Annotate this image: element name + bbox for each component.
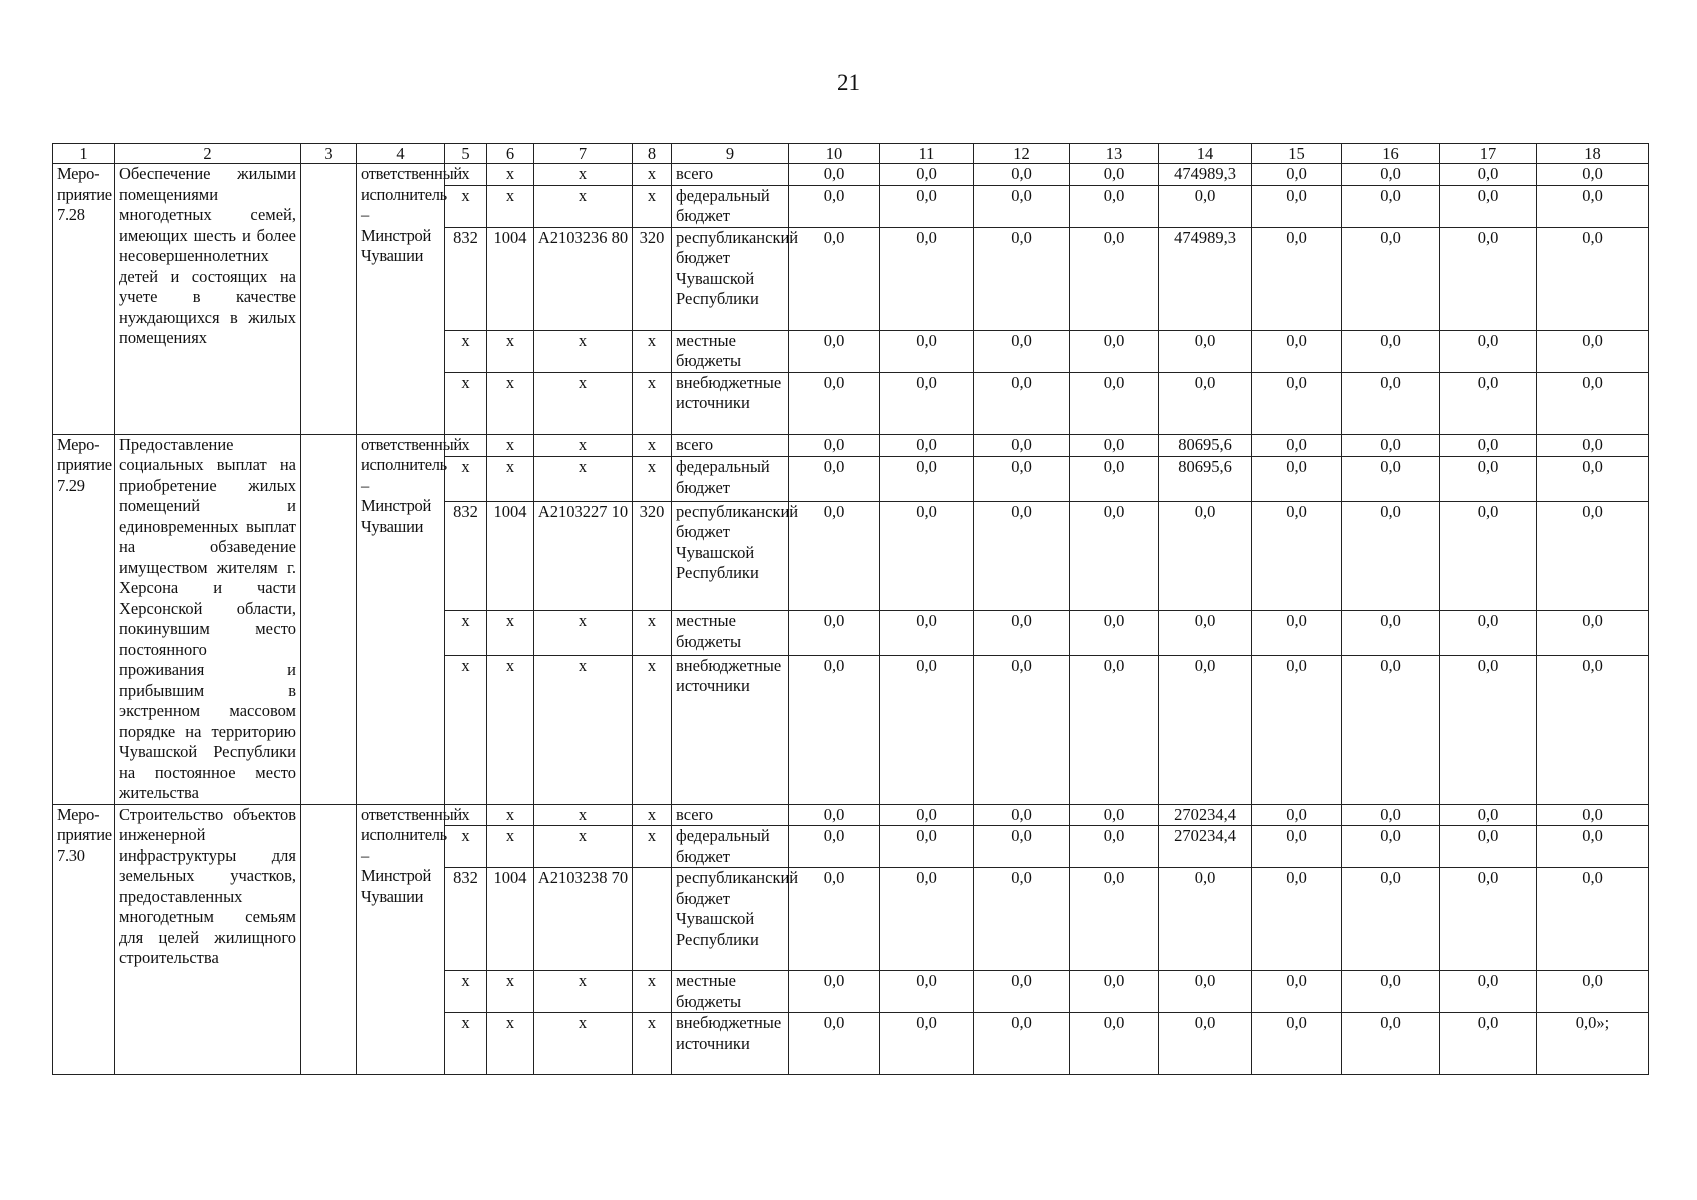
amount-cell: 0,0 <box>1342 1013 1440 1075</box>
target-article-code: x <box>534 372 633 434</box>
amount-cell: 0,0 <box>1070 457 1159 502</box>
amount-cell: 0,0 <box>1342 655 1440 804</box>
amount-cell: 0,0 <box>1252 1013 1342 1075</box>
amount-cell: 0,0 <box>1252 971 1342 1013</box>
section-code: x <box>487 372 534 434</box>
column-3-cell <box>301 164 357 435</box>
amount-cell: 0,0 <box>1342 868 1440 971</box>
expense-type-code: x <box>633 826 672 868</box>
amount-cell: 0,0 <box>1342 372 1440 434</box>
amount-cell: 0,0»; <box>1537 1013 1649 1075</box>
amount-cell: 0,0 <box>1440 655 1537 804</box>
grbs-code: x <box>445 164 487 186</box>
amount-cell: 0,0 <box>1070 501 1159 610</box>
amount-cell: 80695,6 <box>1159 457 1252 502</box>
amount-cell: 270234,4 <box>1159 804 1252 826</box>
amount-cell: 0,0 <box>1537 826 1649 868</box>
executor: ответственный исполнитель – Минстрой Чувашии <box>357 804 445 1075</box>
amount-cell: 0,0 <box>880 501 974 610</box>
header-cell: 6 <box>487 144 534 164</box>
target-article-code: x <box>534 826 633 868</box>
amount-cell: 0,0 <box>1440 330 1537 372</box>
expense-type-code: x <box>633 457 672 502</box>
amount-cell: 0,0 <box>880 826 974 868</box>
section-code: x <box>487 457 534 502</box>
grbs-code: 832 <box>445 501 487 610</box>
funding-source: республиканский бюджет Чувашской Республики <box>672 868 789 971</box>
amount-cell: 0,0 <box>1342 611 1440 656</box>
amount-cell: 0,0 <box>1342 227 1440 330</box>
funding-source: местные бюджеты <box>672 611 789 656</box>
section-code: 1004 <box>487 868 534 971</box>
target-article-code: А2103236 80 <box>534 227 633 330</box>
amount-cell: 0,0 <box>1070 227 1159 330</box>
amount-cell: 0,0 <box>1159 330 1252 372</box>
amount-cell: 0,0 <box>1537 804 1649 826</box>
measure-description: Обеспечение жилыми помещениями многодетных семей, имеющих шесть и более несовершеннолетних детей и состоящих на учете в качестве нуждающихся в жилых помещениях <box>115 164 301 435</box>
amount-cell: 0,0 <box>1342 826 1440 868</box>
amount-cell: 0,0 <box>1070 185 1159 227</box>
funding-source: всего <box>672 164 789 186</box>
target-article-code: x <box>534 804 633 826</box>
amount-cell: 0,0 <box>1537 868 1649 971</box>
amount-cell: 0,0 <box>880 434 974 457</box>
amount-cell: 0,0 <box>1159 1013 1252 1075</box>
amount-cell: 0,0 <box>880 330 974 372</box>
section-code: x <box>487 655 534 804</box>
funding-source: внебюджетные источники <box>672 372 789 434</box>
grbs-code: 832 <box>445 868 487 971</box>
amount-cell: 0,0 <box>974 164 1070 186</box>
table-row <box>53 164 1649 186</box>
grbs-code: x <box>445 457 487 502</box>
budget-table <box>52 143 1649 1075</box>
section-code: x <box>487 611 534 656</box>
header-cell: 14 <box>1159 144 1252 164</box>
expense-type-code: x <box>633 655 672 804</box>
grbs-code: x <box>445 434 487 457</box>
grbs-code: x <box>445 330 487 372</box>
target-article-code: x <box>534 434 633 457</box>
amount-cell: 0,0 <box>880 1013 974 1075</box>
amount-cell: 0,0 <box>1070 1013 1159 1075</box>
amount-cell: 0,0 <box>974 372 1070 434</box>
amount-cell: 0,0 <box>1070 868 1159 971</box>
section-code: x <box>487 826 534 868</box>
amount-cell: 0,0 <box>1070 164 1159 186</box>
section-code: x <box>487 164 534 186</box>
amount-cell: 0,0 <box>974 971 1070 1013</box>
column-3-cell <box>301 804 357 1075</box>
amount-cell: 0,0 <box>789 457 880 502</box>
amount-cell: 0,0 <box>1342 185 1440 227</box>
amount-cell: 0,0 <box>1537 372 1649 434</box>
table-body <box>53 144 1649 1075</box>
amount-cell: 0,0 <box>1342 164 1440 186</box>
expense-type-code <box>633 868 672 971</box>
amount-cell: 0,0 <box>1537 227 1649 330</box>
section-code: x <box>487 971 534 1013</box>
funding-source: местные бюджеты <box>672 971 789 1013</box>
target-article-code: А2103238 70 <box>534 868 633 971</box>
measure-number: Меро-приятие 7.29 <box>53 434 115 804</box>
amount-cell: 0,0 <box>1252 655 1342 804</box>
amount-cell: 0,0 <box>880 971 974 1013</box>
amount-cell: 0,0 <box>1537 330 1649 372</box>
amount-cell: 0,0 <box>1070 434 1159 457</box>
header-cell: 17 <box>1440 144 1537 164</box>
header-cell: 9 <box>672 144 789 164</box>
funding-source: федеральный бюджет <box>672 457 789 502</box>
amount-cell: 0,0 <box>1342 434 1440 457</box>
funding-source: всего <box>672 804 789 826</box>
expense-type-code: x <box>633 611 672 656</box>
amount-cell: 0,0 <box>1252 804 1342 826</box>
amount-cell: 0,0 <box>1440 501 1537 610</box>
amount-cell: 474989,3 <box>1159 164 1252 186</box>
funding-source: федеральный бюджет <box>672 826 789 868</box>
expense-type-code: x <box>633 185 672 227</box>
amount-cell: 0,0 <box>1070 655 1159 804</box>
amount-cell: 0,0 <box>1440 611 1537 656</box>
amount-cell: 0,0 <box>1537 655 1649 804</box>
header-cell: 11 <box>880 144 974 164</box>
funding-source: всего <box>672 434 789 457</box>
amount-cell: 0,0 <box>1070 372 1159 434</box>
amount-cell: 0,0 <box>1252 501 1342 610</box>
amount-cell: 0,0 <box>1159 868 1252 971</box>
target-article-code: x <box>534 1013 633 1075</box>
funding-source: республиканский бюджет Чувашской Республики <box>672 227 789 330</box>
amount-cell: 0,0 <box>789 655 880 804</box>
amount-cell: 0,0 <box>1252 372 1342 434</box>
grbs-code: x <box>445 372 487 434</box>
amount-cell: 0,0 <box>880 655 974 804</box>
amount-cell: 0,0 <box>789 611 880 656</box>
amount-cell: 0,0 <box>789 372 880 434</box>
amount-cell: 0,0 <box>880 804 974 826</box>
amount-cell: 0,0 <box>1252 868 1342 971</box>
expense-type-code: x <box>633 372 672 434</box>
amount-cell: 0,0 <box>1252 330 1342 372</box>
expense-type-code: x <box>633 434 672 457</box>
grbs-code: x <box>445 804 487 826</box>
header-cell: 13 <box>1070 144 1159 164</box>
funding-source: республиканский бюджет Чувашской Республики <box>672 501 789 610</box>
expense-type-code: 320 <box>633 501 672 610</box>
header-cell: 2 <box>115 144 301 164</box>
table-row <box>53 434 1649 457</box>
amount-cell: 0,0 <box>1159 971 1252 1013</box>
target-article-code: x <box>534 164 633 186</box>
amount-cell: 0,0 <box>1252 457 1342 502</box>
amount-cell: 0,0 <box>974 611 1070 656</box>
amount-cell: 0,0 <box>789 185 880 227</box>
header-cell: 12 <box>974 144 1070 164</box>
amount-cell: 0,0 <box>1440 227 1537 330</box>
amount-cell: 0,0 <box>789 826 880 868</box>
amount-cell: 0,0 <box>1252 611 1342 656</box>
amount-cell: 0,0 <box>974 826 1070 868</box>
amount-cell: 0,0 <box>974 804 1070 826</box>
amount-cell: 0,0 <box>974 434 1070 457</box>
amount-cell: 0,0 <box>974 330 1070 372</box>
amount-cell: 0,0 <box>789 434 880 457</box>
amount-cell: 0,0 <box>974 655 1070 804</box>
amount-cell: 0,0 <box>1440 971 1537 1013</box>
section-code: x <box>487 185 534 227</box>
header-cell: 7 <box>534 144 633 164</box>
amount-cell: 0,0 <box>789 971 880 1013</box>
amount-cell: 0,0 <box>1440 434 1537 457</box>
amount-cell: 0,0 <box>974 457 1070 502</box>
amount-cell: 0,0 <box>1537 611 1649 656</box>
amount-cell: 0,0 <box>1440 372 1537 434</box>
target-article-code: А2103227 10 <box>534 501 633 610</box>
amount-cell: 270234,4 <box>1159 826 1252 868</box>
target-article-code: x <box>534 655 633 804</box>
executor: ответственный исполнитель – Минстрой Чувашии <box>357 164 445 435</box>
amount-cell: 0,0 <box>880 868 974 971</box>
amount-cell: 0,0 <box>789 330 880 372</box>
expense-type-code: x <box>633 971 672 1013</box>
amount-cell: 0,0 <box>1342 501 1440 610</box>
header-cell: 10 <box>789 144 880 164</box>
target-article-code: x <box>534 330 633 372</box>
measure-number: Меро-приятие 7.28 <box>53 164 115 435</box>
amount-cell: 0,0 <box>1159 611 1252 656</box>
header-cell: 16 <box>1342 144 1440 164</box>
amount-cell: 474989,3 <box>1159 227 1252 330</box>
amount-cell: 0,0 <box>1070 611 1159 656</box>
amount-cell: 0,0 <box>789 501 880 610</box>
header-cell: 1 <box>53 144 115 164</box>
section-code: x <box>487 804 534 826</box>
amount-cell: 0,0 <box>1537 457 1649 502</box>
amount-cell: 0,0 <box>1252 164 1342 186</box>
header-cell: 4 <box>357 144 445 164</box>
grbs-code: 832 <box>445 227 487 330</box>
section-code: 1004 <box>487 501 534 610</box>
amount-cell: 0,0 <box>1070 330 1159 372</box>
header-cell: 15 <box>1252 144 1342 164</box>
grbs-code: x <box>445 1013 487 1075</box>
amount-cell: 0,0 <box>1070 971 1159 1013</box>
amount-cell: 0,0 <box>1342 330 1440 372</box>
amount-cell: 0,0 <box>880 227 974 330</box>
grbs-code: x <box>445 611 487 656</box>
grbs-code: x <box>445 826 487 868</box>
amount-cell: 0,0 <box>880 185 974 227</box>
amount-cell: 0,0 <box>1440 826 1537 868</box>
grbs-code: x <box>445 971 487 1013</box>
amount-cell: 0,0 <box>1440 164 1537 186</box>
table-row <box>53 804 1649 826</box>
header-cell: 5 <box>445 144 487 164</box>
amount-cell: 0,0 <box>974 868 1070 971</box>
amount-cell: 0,0 <box>789 1013 880 1075</box>
amount-cell: 0,0 <box>1440 868 1537 971</box>
header-cell: 18 <box>1537 144 1649 164</box>
measure-description: Предоставление социальных выплат на приобретение жилых помещений и единовременных выплат на обзаведение имуществом жителям г. Херсона и части Херсонской области, покинувшим место постоянного проживания и прибывшим в экстренном массовом порядке на территорию Чувашской Республики на постоянное место жительства <box>115 434 301 804</box>
amount-cell: 0,0 <box>1070 826 1159 868</box>
measure-number: Меро-приятие 7.30 <box>53 804 115 1075</box>
expense-type-code: x <box>633 804 672 826</box>
section-code: x <box>487 434 534 457</box>
target-article-code: x <box>534 611 633 656</box>
amount-cell: 0,0 <box>789 868 880 971</box>
amount-cell: 0,0 <box>789 227 880 330</box>
funding-source: федеральный бюджет <box>672 185 789 227</box>
amount-cell: 0,0 <box>974 227 1070 330</box>
amount-cell: 0,0 <box>880 611 974 656</box>
expense-type-code: x <box>633 164 672 186</box>
amount-cell: 0,0 <box>1342 971 1440 1013</box>
amount-cell: 0,0 <box>1159 185 1252 227</box>
amount-cell: 0,0 <box>1440 1013 1537 1075</box>
amount-cell: 0,0 <box>789 164 880 186</box>
column-3-cell <box>301 434 357 804</box>
measure-description: Строительство объектов инженерной инфраструктуры для земельных участков, предоставленных многодетным семьям для целей жилищного строительства <box>115 804 301 1075</box>
grbs-code: x <box>445 655 487 804</box>
funding-source: внебюджетные источники <box>672 1013 789 1075</box>
section-code: 1004 <box>487 227 534 330</box>
funding-source: местные бюджеты <box>672 330 789 372</box>
amount-cell: 0,0 <box>1537 501 1649 610</box>
amount-cell: 80695,6 <box>1159 434 1252 457</box>
amount-cell: 0,0 <box>1070 804 1159 826</box>
amount-cell: 0,0 <box>1537 185 1649 227</box>
amount-cell: 0,0 <box>974 1013 1070 1075</box>
amount-cell: 0,0 <box>880 372 974 434</box>
target-article-code: x <box>534 457 633 502</box>
header-row <box>53 144 1649 164</box>
expense-type-code: 320 <box>633 227 672 330</box>
section-code: x <box>487 330 534 372</box>
amount-cell: 0,0 <box>1159 501 1252 610</box>
expense-type-code: x <box>633 330 672 372</box>
amount-cell: 0,0 <box>1342 457 1440 502</box>
amount-cell: 0,0 <box>1252 227 1342 330</box>
amount-cell: 0,0 <box>1440 185 1537 227</box>
amount-cell: 0,0 <box>974 501 1070 610</box>
amount-cell: 0,0 <box>1252 185 1342 227</box>
section-code: x <box>487 1013 534 1075</box>
header-cell: 3 <box>301 144 357 164</box>
amount-cell: 0,0 <box>1342 804 1440 826</box>
amount-cell: 0,0 <box>1440 804 1537 826</box>
amount-cell: 0,0 <box>1159 372 1252 434</box>
amount-cell: 0,0 <box>880 164 974 186</box>
amount-cell: 0,0 <box>1252 826 1342 868</box>
amount-cell: 0,0 <box>1537 971 1649 1013</box>
grbs-code: x <box>445 185 487 227</box>
funding-source: внебюджетные источники <box>672 655 789 804</box>
amount-cell: 0,0 <box>1537 164 1649 186</box>
executor: ответственный исполнитель – Минстрой Чувашии <box>357 434 445 804</box>
amount-cell: 0,0 <box>974 185 1070 227</box>
amount-cell: 0,0 <box>880 457 974 502</box>
amount-cell: 0,0 <box>1440 457 1537 502</box>
target-article-code: x <box>534 185 633 227</box>
header-cell: 8 <box>633 144 672 164</box>
amount-cell: 0,0 <box>1252 434 1342 457</box>
amount-cell: 0,0 <box>1537 434 1649 457</box>
expense-type-code: x <box>633 1013 672 1075</box>
amount-cell: 0,0 <box>1159 655 1252 804</box>
page-number: 21 <box>837 70 860 95</box>
target-article-code: x <box>534 971 633 1013</box>
amount-cell: 0,0 <box>789 804 880 826</box>
